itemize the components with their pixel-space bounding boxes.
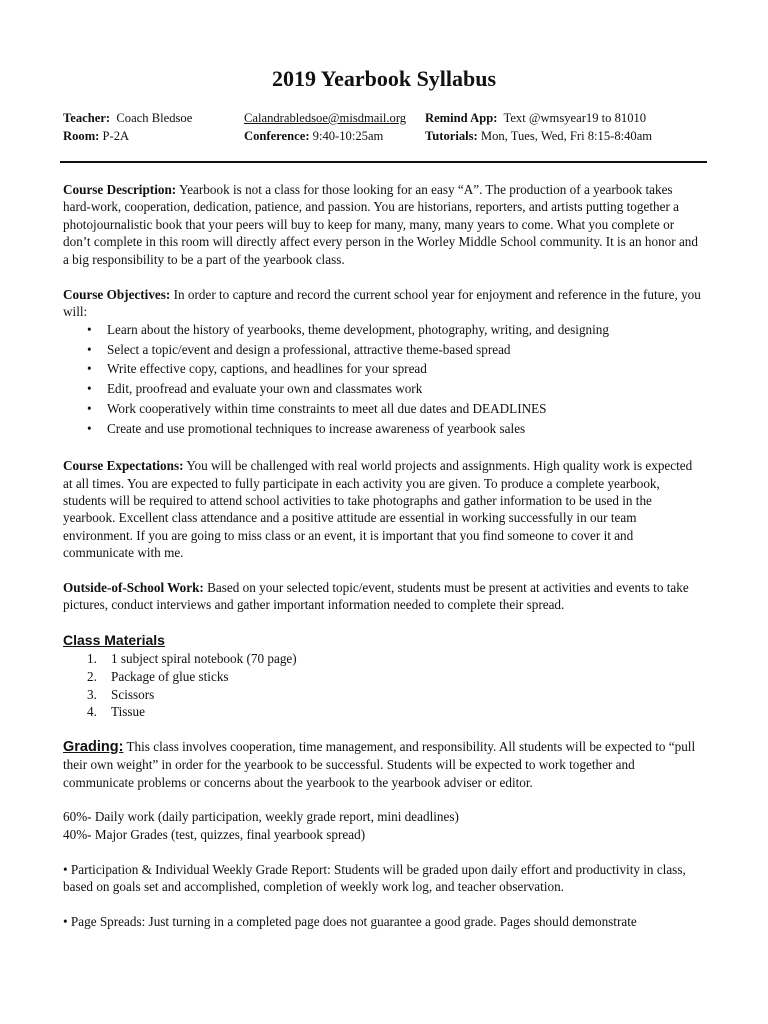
course-expectations-label: Course Expectations: [63, 458, 184, 474]
grading-text: This class involves cooperation, time management, and responsibility. All students will be expected to “pull their own weight” in order for the yearbook to be successful. Students will be expected to work together and communicate problems or concerns about the yearbook to the yearbook adviser or editor. [63, 738, 696, 790]
bullet-icon: • [87, 321, 92, 337]
document-title: 2019 Yearbook Syllabus [271, 66, 497, 91]
course-expectations [63, 457, 703, 561]
list-item: • Create and use promotional techniques to increase awareness of yearbook sales [87, 420, 526, 436]
list-item: • Edit, proofread and evaluate your own and classmates work [87, 381, 423, 397]
list-item: 4. Tissue [87, 704, 145, 720]
course-objectives-text: In order to capture and record the current school year for enjoyment and reference in the future, you will: [63, 286, 701, 319]
class-materials-heading: Class Materials [63, 632, 165, 649]
header-remind-tutorials [425, 110, 652, 146]
bullet-icon: • [87, 420, 92, 436]
outside-school-work-text: Based on your selected topic/event, students must be present at activities and events to take pictures, conduct interviews and gather important information needed to complete their spread. [63, 580, 689, 613]
tutorials-line [425, 128, 652, 146]
list-item: • Select a topic/event and design a professional, attractive theme-based spread [87, 341, 511, 357]
course-objectives-label: Course Objectives: [63, 286, 171, 302]
course-description-label: Course Description: [63, 182, 177, 197]
tutorials-value: Mon, Tues, Wed, Fri 8:15-8:40am [480, 128, 653, 143]
daily-work-weight: 60%- Daily work (daily participation, weekly grade report, mini deadlines) [63, 809, 459, 825]
outside-school-work [63, 579, 703, 614]
list-item: 3. Scissors [87, 686, 155, 702]
outside-school-work-label: Outside-of-School Work: [63, 580, 204, 596]
materials-list [63, 650, 703, 720]
grading-heading: Grading: [63, 738, 124, 755]
list-item: 2. Package of glue sticks [87, 668, 229, 684]
course-description [63, 181, 703, 268]
teacher-email-link[interactable]: Calandrabledsoe@misdmail.org [244, 111, 407, 125]
room-label: Room: [63, 128, 100, 143]
teacher-value: Coach Bledsoe [116, 111, 193, 125]
page-spreads-paragraph: • Page Spreads: Just turning in a completed page does not guarantee a good grade. Pages should demonstrate [63, 914, 637, 930]
header-teacher-room [63, 110, 192, 146]
objectives-list [63, 321, 703, 440]
list-item: 1. 1 subject spiral notebook (70 page) [87, 651, 297, 667]
list-item: • Learn about the history of yearbooks, theme development, photography, writing, and designing [87, 321, 609, 337]
remind-line [425, 110, 652, 128]
header-email-conference [244, 110, 406, 146]
header-divider [60, 161, 707, 163]
grading-section [63, 738, 703, 791]
room-value: P-2A [102, 128, 130, 143]
participation-paragraph: • Participation & Individual Weekly Grade Report: Students will be graded upon daily effort and productivity in class, based on goals set and accomplished, completion of weekly work log, and teacher observation. [63, 861, 686, 895]
bullet-icon: • [87, 341, 92, 357]
bullet-icon: • [87, 381, 92, 397]
list-item: • Write effective copy, captions, and headlines for your spread [87, 361, 427, 377]
course-description-text: Yearbook is not a class for those looking for an easy “A”. The production of a yearbook takes hard-work, cooperation, dedication, patience, and passion. You are historians, reporters, and artists putting together a photojournalistic book that your peers will buy to keep for many, many, many years to come. What you complete or don’t complete in this room will directly affect every person in the Worley Middle School community. It is an honor and a big responsibility to be a part of the yearbook class. [63, 182, 698, 267]
teacher-label: Teacher: [63, 111, 111, 125]
bullet-icon: • [87, 361, 92, 377]
tutorials-label: Tutorials: [425, 128, 478, 143]
teacher-line [63, 110, 192, 128]
conference-value: 9:40-10:25am [312, 128, 384, 143]
list-item: • Work cooperatively within time constraints to meet all due dates and DEADLINES [87, 401, 547, 417]
major-grades-weight: 40%- Major Grades (test, quizzes, final yearbook spread) [63, 826, 366, 842]
grade-weights [63, 808, 703, 843]
remind-value: Text @wmsyear19 to 81010 [503, 111, 647, 125]
email-line [244, 110, 406, 128]
conference-line [244, 128, 406, 146]
course-objectives [63, 286, 703, 321]
conference-label: Conference: [244, 128, 310, 143]
bullet-icon: • [87, 401, 92, 417]
room-line [63, 128, 192, 146]
course-expectations-text: You will be challenged with real world projects and assignments. High quality work is expected at all times. You are expected to fully participate in each activity you are given. To produce a complete yearbook, students will be required to attend school activities to take photographs and gather information to be used in the yearbook. Excellent class attendance and a positive attitude are essential in working successfully in our team environment. If you are going to miss class or an event, it is important that you find someone to cover it and communicate with me. [63, 458, 693, 561]
syllabus-body [63, 181, 703, 948]
remind-label: Remind App: [425, 111, 498, 125]
